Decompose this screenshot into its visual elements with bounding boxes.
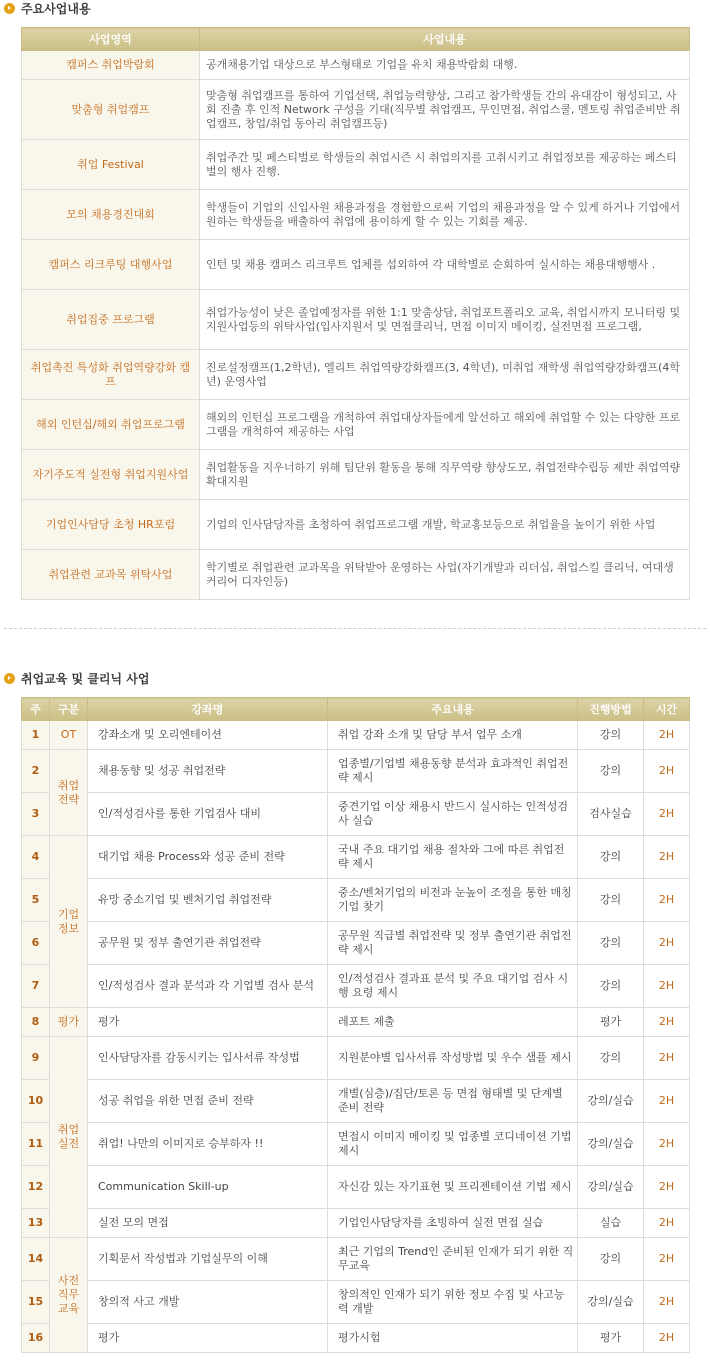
category-cell: 사전 직무 교육 [50,1238,88,1353]
desc-cell: 취업가능성이 낮은 졸업예정자를 위한 1:1 맞춤상담, 취업포트폴리오 교육, 취업시까지 모니터링 및 지원사업등의 위탁사업(입사지원서 및 면접클리닉, 면접 이미지 메이킹, 실전면접 프로그램, [200,290,690,350]
time-cell: 2H [644,879,690,922]
content-cell: 개별(심층)/집단/토론 등 면접 형태별 및 단계별 준비 전략 [328,1080,578,1123]
table-row [22,140,690,190]
area-cell: 자기주도적 실전형 취업지원사업 [22,450,200,500]
method-cell: 실습 [578,1209,644,1238]
section-title-clinic [4,670,149,687]
table-row [22,1238,690,1281]
header-course: 강좌명 [88,698,328,721]
week-number: 5 [22,879,50,922]
desc-cell: 공개채용기업 대상으로 부스형태로 기업을 유치 채용박람회 대행. [200,51,690,80]
course-cell: 채용동향 및 성공 취업전략 [88,750,328,793]
time-cell: 2H [644,965,690,1008]
method-cell: 강의 [578,1037,644,1080]
section-divider [4,628,706,629]
content-cell: 인/적성검사 결과표 분석 및 주요 대기업 검사 시행 요령 제시 [328,965,578,1008]
section-title-business [4,0,91,17]
time-cell: 2H [644,750,690,793]
area-cell: 맞춤형 취업캠프 [22,80,200,140]
week-number: 10 [22,1080,50,1123]
table-row [22,879,690,922]
course-cell: 대기업 채용 Process와 성공 준비 전략 [88,836,328,879]
bullet-arrow-icon [4,3,15,14]
time-cell: 2H [644,1324,690,1353]
desc-cell: 맞춤형 취업캠프를 통하여 기업선택, 취업능력향상, 그리고 참가학생들 간의 유대감이 형성되고, 사회 진출 후 인적 Network 구성을 기대(직무별 취업캠프, 무인면접, 취업스쿨, 멘토링 취업준비반 취업캠프, 창업/취업 동아리 취업캠프등) [200,80,690,140]
content-cell: 최근 기업의 Trend인 준비된 인재가 되기 위한 직무교육 [328,1238,578,1281]
content-cell: 취업 강좌 소개 및 담당 부서 업무 소개 [328,721,578,750]
table-row [22,1209,690,1238]
time-cell: 2H [644,793,690,836]
content-cell: 평가시험 [328,1324,578,1353]
course-cell: 평가 [88,1008,328,1037]
content-cell: 지원분야별 입사서류 작성방법 및 우수 샘플 제시 [328,1037,578,1080]
table-row [22,450,690,500]
table-row [22,500,690,550]
desc-cell: 학기별로 취업관련 교과목을 위탁받아 운영하는 사업(자기개발과 리더십, 취업스킬 클리닉, 여대생 커리어 디자인등) [200,550,690,600]
area-cell: 취업촉진 특성화 취업역량강화 캠프 [22,350,200,400]
table-row [22,836,690,879]
category-cell: 취업 전략 [50,750,88,836]
business-table [21,27,690,600]
time-cell: 2H [644,721,690,750]
table-row [22,1166,690,1209]
course-cell: Communication Skill-up [88,1166,328,1209]
area-cell: 취업관련 교과목 위탁사업 [22,550,200,600]
content-cell: 중소/벤처기업의 비전과 눈높이 조정을 통한 매칭 기업 찾기 [328,879,578,922]
time-cell: 2H [644,1080,690,1123]
content-cell: 공무원 직급별 취업전략 및 정부 출연기관 취업전략 제시 [328,922,578,965]
table-row [22,80,690,140]
time-cell: 2H [644,1123,690,1166]
week-number: 14 [22,1238,50,1281]
header-content: 주요내용 [328,698,578,721]
method-cell: 강의 [578,965,644,1008]
method-cell: 강의/실습 [578,1166,644,1209]
week-number: 6 [22,922,50,965]
course-cell: 취업! 나만의 이미지로 승부하자 !! [88,1123,328,1166]
area-cell: 캠퍼스 취업박람회 [22,51,200,80]
week-number: 13 [22,1209,50,1238]
table-row [22,1123,690,1166]
week-number: 16 [22,1324,50,1353]
time-cell: 2H [644,922,690,965]
week-number: 9 [22,1037,50,1080]
course-cell: 실전 모의 면접 [88,1209,328,1238]
course-cell: 평가 [88,1324,328,1353]
method-cell: 평가 [578,1324,644,1353]
course-cell: 기획문서 작성법과 기업실무의 이해 [88,1238,328,1281]
method-cell: 강의 [578,721,644,750]
table-row [22,240,690,290]
time-cell: 2H [644,1037,690,1080]
table-row [22,922,690,965]
desc-cell: 인턴 및 채용 캠퍼스 리크루트 업체를 섭외하여 각 대학별로 순회하여 실시하는 채용대행행사 . [200,240,690,290]
category-cell: 기업 정보 [50,836,88,1008]
table-row [22,750,690,793]
content-cell: 자신감 있는 자기표현 및 프리젠테이션 기법 제시 [328,1166,578,1209]
area-cell: 캠퍼스 리크루팅 대행사업 [22,240,200,290]
clinic-table [21,697,690,1353]
section-title-text: 취업교육 및 클리닉 사업 [21,672,150,686]
method-cell: 검사실습 [578,793,644,836]
table-row [22,51,690,80]
table-row [22,1324,690,1353]
table-row [22,1080,690,1123]
header-week: 주 [22,698,50,721]
week-number: 2 [22,750,50,793]
table-row [22,1281,690,1324]
time-cell: 2H [644,1281,690,1324]
method-cell: 강의/실습 [578,1080,644,1123]
time-cell: 2H [644,1166,690,1209]
header-area: 사업영역 [22,28,200,51]
table-row [22,1008,690,1037]
week-number: 4 [22,836,50,879]
week-number: 1 [22,721,50,750]
content-cell: 레포트 제출 [328,1008,578,1037]
course-cell: 인/적성검사를 통한 기업검사 대비 [88,793,328,836]
method-cell: 강의/실습 [578,1123,644,1166]
course-cell: 인/적성검사 결과 분석과 각 기업별 검사 분석 [88,965,328,1008]
header-category: 구분 [50,698,88,721]
area-cell: 해외 인턴십/해외 취업프로그램 [22,400,200,450]
course-cell: 인사담당자를 감동시키는 입사서류 작성법 [88,1037,328,1080]
header-time: 시간 [644,698,690,721]
desc-cell: 학생들이 기업의 신입사원 채용과정을 경험함으로써 기업의 채용과정을 알 수 있게 하거나 기업에서 원하는 학생들을 배출하여 취업에 용이하게 할 수 있는 기회를 제공. [200,190,690,240]
content-cell: 업종별/기업별 채용동향 분석과 효과적인 취업전략 제시 [328,750,578,793]
week-number: 15 [22,1281,50,1324]
desc-cell: 취업활동을 지우너하기 위해 팀단위 활동을 통해 직무역량 향상도모, 취업전략수립등 제반 취업역량 확대지원 [200,450,690,500]
category-cell: OT [50,721,88,750]
desc-cell: 기업의 인사담당자를 초청하여 취업프로그램 개발, 학교홍보등으로 취업율을 높이기 위한 사업 [200,500,690,550]
table-row [22,1037,690,1080]
table-row [22,793,690,836]
header-method: 진행방법 [578,698,644,721]
week-number: 12 [22,1166,50,1209]
desc-cell: 취업주간 및 페스티벌로 학생들의 취업시즌 시 취업의지를 고취시키고 취업정보를 제공하는 페스티벌의 행사 진행. [200,140,690,190]
category-cell: 취업 실전 [50,1037,88,1238]
table-row [22,290,690,350]
time-cell: 2H [644,1238,690,1281]
area-cell: 모의 채용경진대회 [22,190,200,240]
method-cell: 강의 [578,750,644,793]
method-cell: 강의 [578,922,644,965]
desc-cell: 진로설정캠프(1,2학년), 엘리트 취업역량강화캠프(3, 4학년), 미취업 재학생 취업역량강화캠프(4학년) 운영사업 [200,350,690,400]
week-number: 11 [22,1123,50,1166]
table-row [22,965,690,1008]
week-number: 7 [22,965,50,1008]
content-cell: 국내 주요 대기업 채용 절차와 그에 따른 취업전략 제시 [328,836,578,879]
table-row [22,400,690,450]
table-row [22,721,690,750]
content-cell: 기업인사담당자를 초빙하여 실전 면접 실습 [328,1209,578,1238]
area-cell: 취업집중 프로그램 [22,290,200,350]
course-cell: 강좌소개 및 오리엔테이션 [88,721,328,750]
area-cell: 기업인사담당 초청 HR포럼 [22,500,200,550]
content-cell: 중견기업 이상 채용시 반드시 실시하는 인적성검사 실습 [328,793,578,836]
course-cell: 성공 취업을 위한 면접 준비 전략 [88,1080,328,1123]
course-cell: 창의적 사고 개발 [88,1281,328,1324]
table-row [22,350,690,400]
method-cell: 강의 [578,1238,644,1281]
time-cell: 2H [644,836,690,879]
week-number: 3 [22,793,50,836]
method-cell: 강의 [578,879,644,922]
time-cell: 2H [644,1209,690,1238]
content-cell: 창의적인 인재가 되기 위한 정보 수집 및 사고능력 개발 [328,1281,578,1324]
content-cell: 면접시 이미지 메이킹 및 업종별 코디네이션 기법 제시 [328,1123,578,1166]
section-title-text: 주요사업내용 [21,2,91,16]
category-cell: 평가 [50,1008,88,1037]
method-cell: 강의/실습 [578,1281,644,1324]
course-cell: 공무원 및 정부 출연기관 취업전략 [88,922,328,965]
desc-cell: 해외의 인턴십 프로그램을 개척하여 취업대상자들에게 알선하고 해외에 취업할 수 있는 다양한 프로그램을 개척하여 제공하는 사업 [200,400,690,450]
table-row [22,190,690,240]
bullet-arrow-icon [4,673,15,684]
course-cell: 유망 중소기업 및 벤처기업 취업전략 [88,879,328,922]
header-desc: 사업내용 [200,28,690,51]
method-cell: 강의 [578,836,644,879]
area-cell: 취업 Festival [22,140,200,190]
week-number: 8 [22,1008,50,1037]
time-cell: 2H [644,1008,690,1037]
method-cell: 평가 [578,1008,644,1037]
table-row [22,550,690,600]
